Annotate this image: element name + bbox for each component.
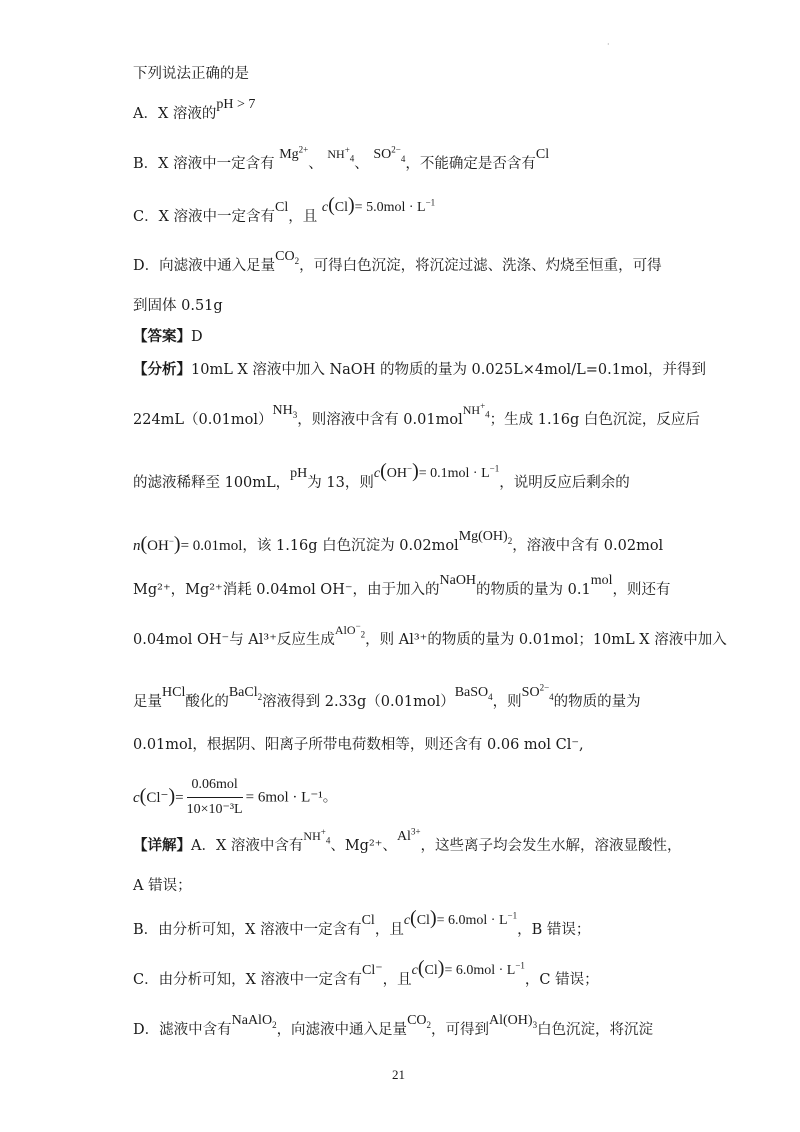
option-d-cont: 到固体 0.51g	[133, 298, 223, 314]
analysis-line-9: c(Cl⁻)= $\frac{\text{0.06mol}}{\text{10×10⁻³L}}$ = 6mol · L⁻¹。	[133, 774, 673, 821]
detail-line-a2: A 错误；	[133, 878, 192, 894]
analysis-line-3: 的滤液稀释至 100mL，pH为 13，则$c(OH^-)= 0.1mol \cdot L^{-1}$，说明反应后剩余的	[133, 460, 630, 491]
analysis-line-7: 足量HCl酸化的BaCl$_2$溶液得到 2.33g（0.01mol）BaSO$_4$，则$SO^{2-}_4$的物质的量为	[133, 682, 641, 710]
top-mark: ·	[607, 40, 610, 49]
analysis-line-5: Mg²⁺，Mg²⁺消耗 0.04mol OH⁻，由于加入的NaOH的物质的量为 0.1mol，则还有	[133, 573, 671, 598]
option-c: C．X 溶液中一定含有Cl，且 $c(Cl)= 5.0mol \cdot L^{-1}$	[133, 194, 436, 225]
page-number: 21	[392, 1067, 405, 1082]
detail-line-a: 【详解】A．X 溶液中含有$^{NH^+_4}$、Mg²⁺、$Al^{3+}$，这些离子均会发生水解，溶液显酸性，	[133, 826, 682, 854]
ph-formula: pH > 7	[216, 97, 256, 112]
option-d: D．向滤液中通入足量$CO_2$，可得白色沉淀，将沉淀过滤、洗涤、灼烧至恒重，可得	[133, 249, 662, 274]
option-b: B．X 溶液中一定含有 $Mg^{2+}$、 $^{NH^+_4}$、 $SO^{2-}_4$，不能确定是否含有Cl	[133, 144, 550, 172]
question-stem: 下列说法正确的是	[133, 66, 249, 82]
analysis-line-8: 0.01mol，根据阴、阳离子所带电荷数相等，则还含有 0.06 mol Cl⁻,	[133, 737, 584, 753]
detail-line-c: C．由分析可知，X 溶液中一定含有Cl⁻，且$c(Cl)= 6.0mol \cdot L^{-1}$，C 错误；	[133, 957, 599, 988]
detail-line-d: D．滤液中含有NaAlO$_2$，向滤液中通入足量$CO_2$，可得到$Al(OH)_3$白色沉淀，将沉淀	[133, 1013, 654, 1038]
analysis-line-4: n(OH−)= 0.01mol，该 1.16g 白色沉淀为 $0.02molMg(OH)_2$，溶液中含有 0.02mol	[133, 529, 664, 555]
option-a: A．X 溶液的pH > 7	[133, 97, 256, 122]
detail-line-b: B．由分析可知，X 溶液中一定含有Cl，且$c(Cl)= 6.0mol \cdot L^{-1}$，B 错误；	[133, 907, 591, 938]
analysis-line-1: 【分析】10mL X 溶液中加入 NaOH 的物质的量为 0.025L×4mol/L=0.1mol，并得到	[133, 361, 707, 378]
answer: 【答案】D	[133, 328, 203, 345]
analysis-line-6: 0.04mol OH⁻与 Al³⁺反应生成$^{AlO^-_2}$，则 Al³⁺的物质的量为 0.01mol；10mL X 溶液中加入	[133, 621, 727, 648]
analysis-line-2: $224mL(0.01mol)NH_3$，则溶液中含有 0.01mol$^{NH^+_4}$；生成 1.16g 白色沉淀，反应后	[133, 401, 700, 428]
